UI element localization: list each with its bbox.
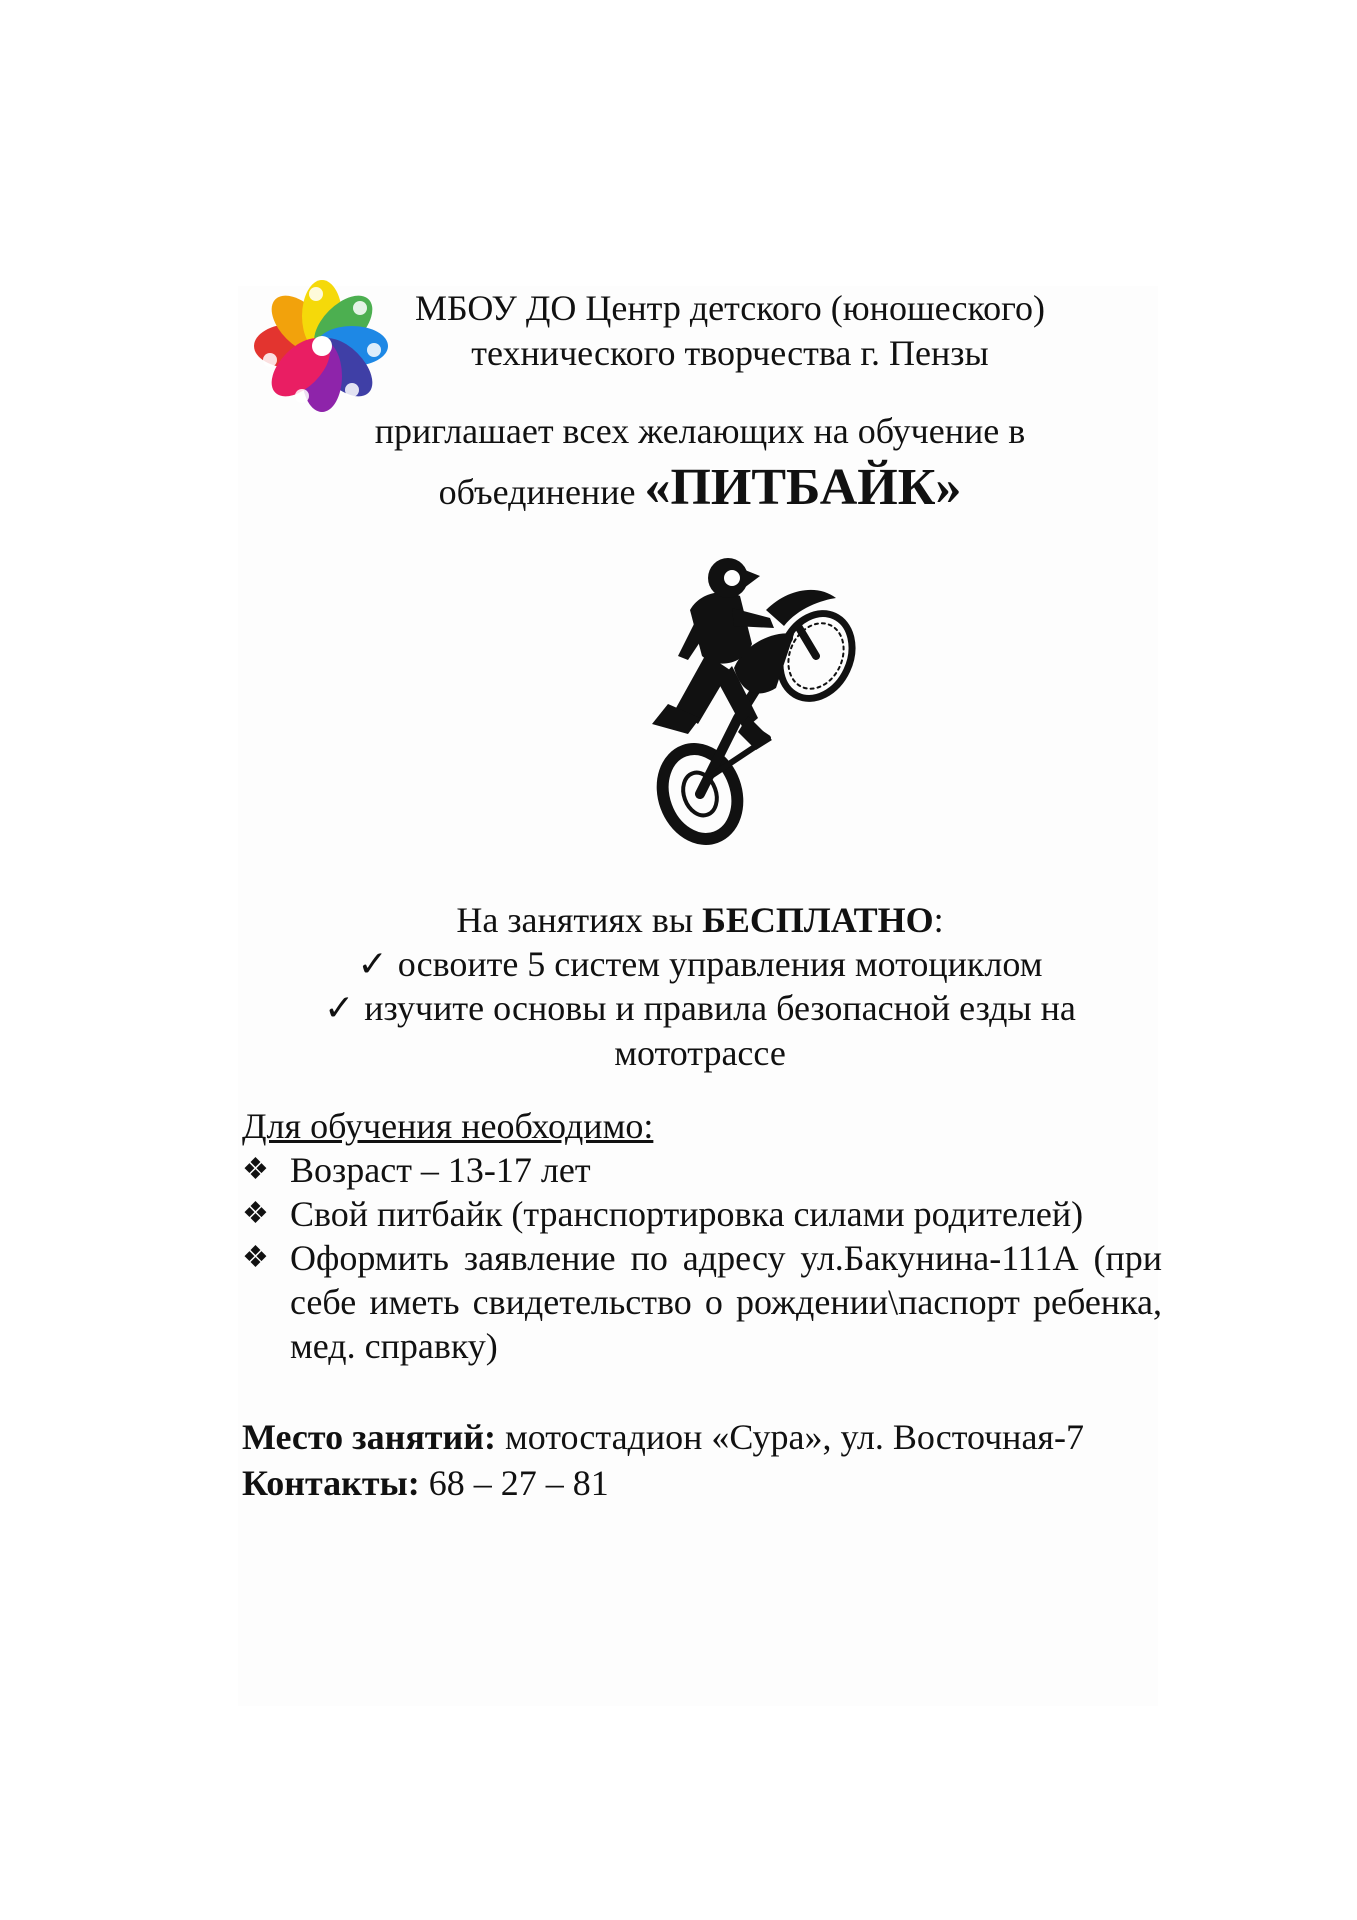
org-name-line-2: технического творчества г. Пензы [471, 333, 989, 373]
place-label: Место занятий: [242, 1417, 496, 1457]
requirement-text: Свой питбайк (транспортировка силами родителей) [290, 1194, 1084, 1234]
requirements-list [242, 1148, 1162, 1368]
benefits-heading-free: БЕСПЛАТНО [702, 900, 934, 940]
club-name: «ПИТБАЙК» [644, 459, 962, 516]
benefit-item-1 [250, 942, 1150, 986]
contacts-info [242, 1460, 609, 1506]
contacts-label: Контакты: [242, 1463, 420, 1503]
benefit-item-2-continuation: мототрассе [614, 1033, 786, 1073]
benefit-item-2-text: изучите основы и правила безопасной езды на [364, 988, 1076, 1028]
requirement-item [242, 1236, 1162, 1368]
benefit-item-1-text: освоите 5 систем управления мотоциклом [397, 944, 1043, 984]
benefits-heading [250, 898, 1150, 942]
requirement-text: Возраст – 13-17 лет [290, 1150, 591, 1190]
contacts-value: 68 – 27 – 81 [419, 1463, 609, 1503]
requirement-text: Оформить заявление по адресу ул.Бакунина-111А (при себе иметь свидетельство о рождении\паспорт ребенка, мед. справку) [290, 1238, 1162, 1366]
benefits-heading-suffix: : [933, 900, 944, 940]
requirement-item [242, 1192, 1162, 1236]
invitation-line-2 [250, 460, 1150, 520]
motocross-rider-wheelie-icon [648, 548, 878, 848]
invitation-prefix: объединение [438, 472, 645, 512]
check-icon: ✓ [357, 944, 388, 984]
requirements-heading: Для обучения необходимо: [242, 1106, 654, 1146]
org-name-line-1: МБОУ ДО Центр детского (юношеского) [414, 288, 1046, 328]
diamond-bullet-icon: ❖ [242, 1241, 269, 1274]
colorful-children-flower-logo-icon [252, 278, 392, 414]
check-icon: ✓ [324, 988, 355, 1028]
invitation-line-1: приглашает всех желающих на обучение в [374, 411, 1026, 451]
diamond-bullet-icon: ❖ [242, 1153, 269, 1186]
benefit-item-2 [250, 986, 1150, 1030]
benefits-heading-prefix: На занятиях вы [456, 900, 703, 940]
place-info [242, 1414, 1084, 1460]
place-value: мотостадион «Сура», ул. Восточная-7 [495, 1417, 1084, 1457]
diamond-bullet-icon: ❖ [242, 1197, 269, 1230]
requirement-item [242, 1148, 1162, 1192]
